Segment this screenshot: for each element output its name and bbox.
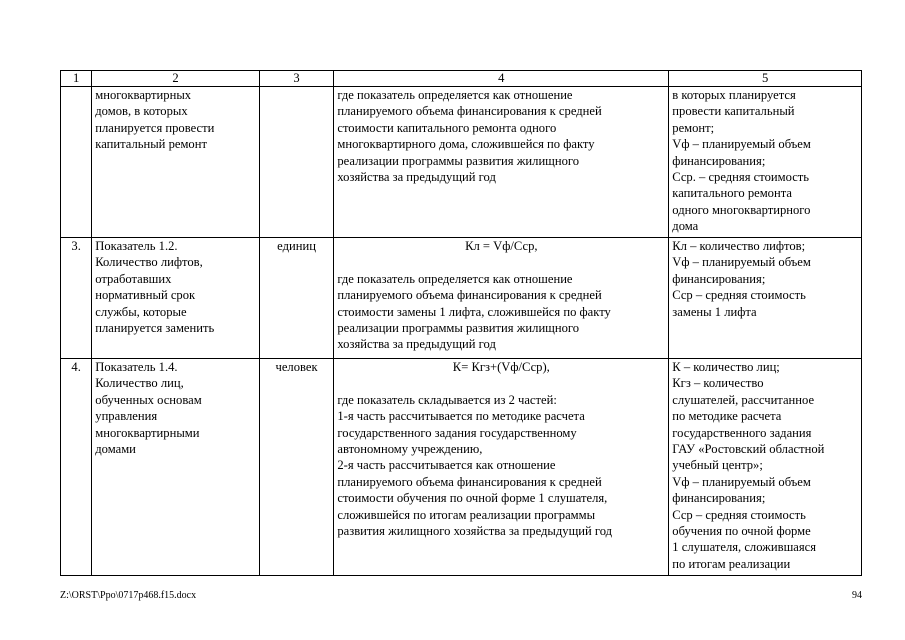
table-row-continuation [61, 87, 862, 238]
text-line: реализации программы развития жилищного [337, 321, 580, 336]
text-line: слушателей, рассчитанное [672, 392, 815, 407]
formula: Кл = Vф/Сср, [465, 239, 538, 253]
text-line: отработавших [95, 271, 172, 286]
text-line: государственного задания [672, 425, 812, 440]
text-line: нормативный срок [95, 288, 196, 303]
text-line: управления [95, 409, 158, 424]
formula: К= Кгз+(Vф/Сср), [452, 360, 550, 374]
text-line: Количество лифтов, [95, 255, 203, 270]
text-line: многоквартирного дома, сложившейся по факту [337, 137, 595, 152]
cell-unit: человек [259, 359, 334, 576]
header-cell-5: 5 [669, 71, 862, 87]
text-line: Сср. – средняя стоимость [672, 170, 810, 185]
text-line: обучения по очной форме [672, 524, 811, 539]
text-line: провести капитальный [672, 104, 795, 119]
text-line: обученных основам [95, 392, 202, 407]
text-line: где показатель определяется как отношение [337, 88, 573, 102]
text-line: Кгз – количество [672, 376, 764, 391]
text-line: многоквартирными [95, 425, 200, 440]
text-line: 2-я часть рассчитывается как отношение [337, 458, 556, 473]
cell-method [334, 359, 669, 576]
text-line: Показатель 1.4. [95, 360, 178, 374]
cell-number: 3. [61, 238, 92, 359]
text-line: 1 слушателя, сложившаяся [672, 540, 817, 555]
text-line: капитального ремонта [672, 186, 792, 201]
text-line: планируется заменить [95, 321, 215, 336]
header-cell-4: 4 [334, 71, 669, 87]
text-line: финансирования; [672, 271, 766, 286]
cell-method [334, 238, 669, 359]
text-line: К – количество лиц; [672, 360, 780, 374]
text-line: ГАУ «Ростовский областной [672, 442, 825, 457]
text-line: Vф – планируемый объем [672, 137, 811, 152]
text-line: Сср – средняя стоимость [672, 507, 806, 522]
text-line: развития жилищного хозяйства за предыдущий год [337, 524, 613, 539]
text-line: планируемого объема финансирования к средней [337, 474, 602, 489]
text-line: домами [95, 442, 136, 457]
text-line: стоимости обучения по очной форме 1 слушателя, [337, 491, 608, 506]
text-line: Сср – средняя стоимость [672, 288, 806, 303]
cell-indicator-name [92, 238, 259, 359]
header-cell-1: 1 [61, 71, 92, 87]
text-line: стоимости капитального ремонта одного [337, 120, 557, 135]
header-cell-3: 3 [259, 71, 334, 87]
text-line: замены 1 лифта [672, 304, 757, 319]
text-line: капитальный ремонт [95, 137, 207, 152]
text-line: Vф – планируемый объем [672, 474, 811, 489]
text-line: дома [672, 219, 699, 234]
text-line: Показатель 1.2. [95, 239, 178, 253]
cell-indicator-name [92, 359, 259, 576]
text-line: сложившейся по итогам реализации программы [337, 507, 596, 522]
text-line: домов, в которых [95, 104, 188, 119]
cell-method [334, 87, 669, 238]
text-line: Количество лиц, [95, 376, 184, 391]
text-line: планируемого объема финансирования к средней [337, 288, 602, 303]
cell-number [61, 87, 92, 238]
text-line: планируется провести [95, 120, 215, 135]
table-header-row [61, 71, 862, 87]
text-line: одного многоквартирного [672, 202, 811, 217]
text-line: 1-я часть рассчитывается по методике расчета [337, 409, 585, 424]
table-row-4 [61, 359, 862, 576]
text-line: ремонт; [672, 120, 715, 135]
text-line: службы, которые [95, 304, 187, 319]
cell-variables [669, 238, 862, 359]
text-line: хозяйства за предыдущий год [337, 170, 496, 185]
cell-unit [259, 87, 334, 238]
text-line: реализации программы развития жилищного [337, 153, 580, 168]
cell-number: 4. [61, 359, 92, 576]
text-line: планируемого объема финансирования к средней [337, 104, 602, 119]
text-line: хозяйства за предыдущий год [337, 337, 496, 352]
text-line: финансирования; [672, 153, 766, 168]
text-line: автономному учреждению, [337, 442, 483, 457]
document-path: Z:\ORST\Ppo\0717p468.f15.docx [60, 590, 197, 601]
cell-variables [669, 87, 862, 238]
table-row-3 [61, 238, 862, 359]
text-line: где показатель определяется как отношение [337, 271, 573, 286]
text-line: стоимости замены 1 лифта, сложившейся по факту [337, 304, 611, 319]
text-line: государственного задания государственному [337, 425, 577, 440]
cell-variables [669, 359, 862, 576]
cell-indicator-name [92, 87, 259, 238]
text-line: Кл – количество лифтов; [672, 239, 806, 253]
cell-unit: единиц [259, 238, 334, 359]
text-line: многоквартирных [95, 88, 192, 102]
text-line: учебный центр»; [672, 458, 763, 473]
header-cell-2: 2 [92, 71, 259, 87]
indicators-table [60, 70, 862, 576]
text-line: по методике расчета [672, 409, 782, 424]
text-line: финансирования; [672, 491, 766, 506]
page-number: 94 [852, 590, 862, 601]
text-line: Vф – планируемый объем [672, 255, 811, 270]
text-line: в которых планируется [672, 88, 796, 102]
text-line: где показатель складывается из 2 частей: [337, 392, 557, 407]
text-line: по итогам реализации [672, 556, 791, 571]
